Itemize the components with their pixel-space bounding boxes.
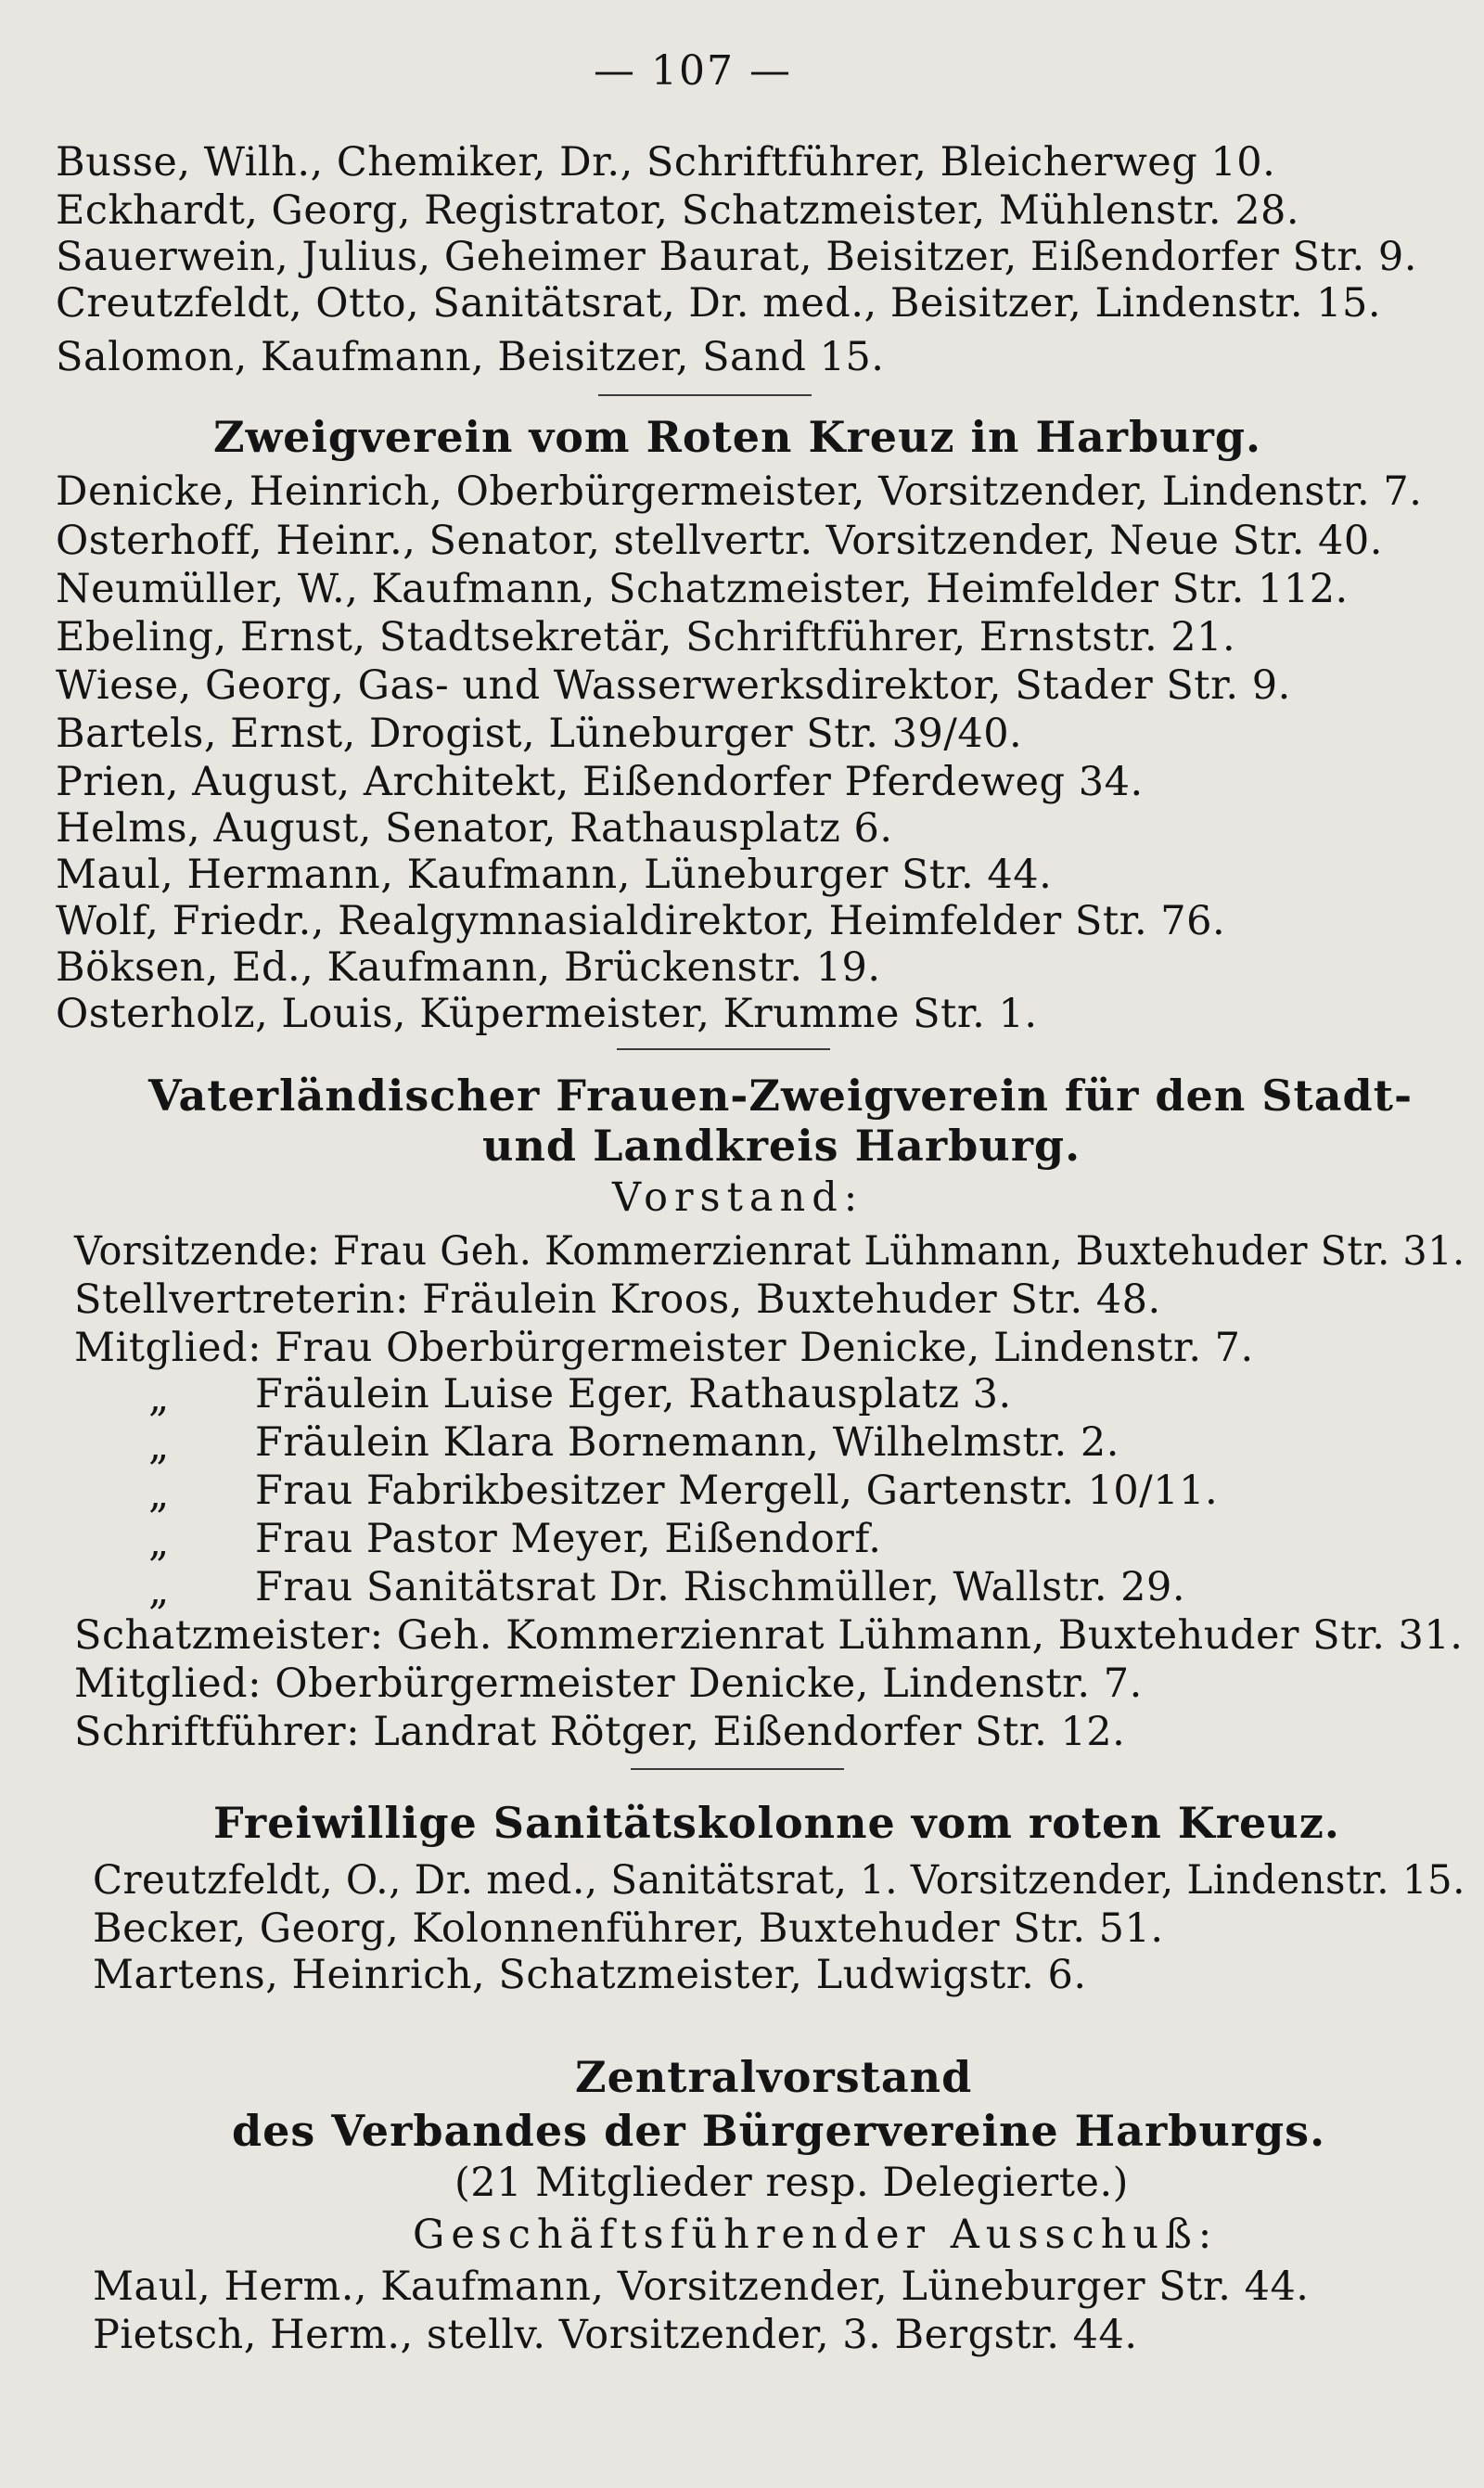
list-item: Frau Fabrikbesitzer Mergell, Gartenstr. 10/11.	[255, 1468, 1219, 1514]
list-item: Creutzfeldt, O., Dr. med., Sanitätsrat, 1. Vorsitzender, Lindenstr. 15.	[93, 1857, 1465, 1904]
section-heading: Zweigverein vom Roten Kreuz in Harburg.	[213, 412, 1262, 462]
list-item: Mitglied: Oberbürgermeister Denicke, Lindenstr. 7.	[74, 1661, 1143, 1707]
section-heading: Vaterländischer Frauen-Zweigverein für den Stadt-	[148, 1071, 1414, 1121]
section-note: (21 Mitglieder resp. Delegierte.)	[454, 2160, 1129, 2206]
list-item: Fräulein Klara Bornemann, Wilhelmstr. 2.	[255, 1419, 1119, 1466]
ditto-mark: „	[148, 1423, 170, 1469]
list-item: Bartels, Ernst, Drogist, Lüneburger Str. 39/40.	[56, 711, 1023, 757]
list-item: Pietsch, Herm., stellv. Vorsitzender, 3. Bergstr. 44.	[93, 2312, 1138, 2358]
ditto-mark: „	[148, 1375, 170, 1421]
section-subtitle: Geschäftsführender Ausschuß:	[413, 2212, 1219, 2258]
list-item: Böksen, Ed., Kaufmann, Brückenstr. 19.	[56, 944, 881, 991]
page-number: — 107 —	[594, 47, 792, 95]
list-item: Maul, Hermann, Kaufmann, Lüneburger Str. 44.	[56, 852, 1053, 898]
section-heading: Zentralvorstand	[575, 2052, 973, 2102]
section-heading: Freiwillige Sanitätskolonne vom roten Kreuz.	[213, 1798, 1340, 1848]
list-item: Stellvertreterin: Fräulein Kroos, Buxtehuder Str. 48.	[74, 1276, 1161, 1323]
list-item: Schriftführer: Landrat Rötger, Eißendorfer Str. 12.	[74, 1709, 1126, 1755]
list-item: Neumüller, W., Kaufmann, Schatzmeister, Heimfelder Str. 112.	[56, 566, 1349, 612]
list-item: Frau Sanitätsrat Dr. Rischmüller, Wallstr. 29.	[255, 1564, 1186, 1610]
list-item: Wolf, Friedr., Realgymnasialdirektor, Heimfelder Str. 76.	[56, 898, 1226, 944]
list-item: Helms, August, Senator, Rathausplatz 6.	[56, 805, 893, 852]
section-divider	[598, 394, 812, 396]
list-item: Vorsitzende: Frau Geh. Kommerzienrat Lühmann, Buxtehuder Str. 31.	[74, 1228, 1465, 1275]
list-item: Schatzmeister: Geh. Kommerzienrat Lühmann, Buxtehuder Str. 31.	[74, 1612, 1464, 1659]
list-item: Martens, Heinrich, Schatzmeister, Ludwigstr. 6.	[93, 1952, 1087, 1998]
list-item: Ebeling, Ernst, Stadtsekretär, Schriftführer, Ernststr. 21.	[56, 614, 1236, 660]
list-item: Eckhardt, Georg, Registrator, Schatzmeister, Mühlenstr. 28.	[56, 187, 1300, 234]
list-item: Wiese, Georg, Gas- und Wasserwerksdirektor, Stader Str. 9.	[56, 662, 1291, 709]
ditto-mark: „	[148, 1471, 170, 1518]
list-item: Maul, Herm., Kaufmann, Vorsitzender, Lüneburger Str. 44.	[93, 2264, 1310, 2310]
list-item: Osterhoff, Heinr., Senator, stellvertr. Vorsitzender, Neue Str. 40.	[56, 518, 1383, 564]
ditto-mark: „	[148, 1520, 170, 1566]
list-item: Osterholz, Louis, Küpermeister, Krumme Str. 1.	[56, 991, 1038, 1037]
section-divider	[617, 1048, 830, 1050]
list-item: Busse, Wilh., Chemiker, Dr., Schriftführer, Bleicherweg 10.	[56, 139, 1276, 186]
list-item: Frau Pastor Meyer, Eißendorf.	[255, 1516, 882, 1562]
list-item: Fräulein Luise Eger, Rathausplatz 3.	[255, 1371, 1012, 1417]
list-item: Mitglied: Frau Oberbürgermeister Denicke, Lindenstr. 7.	[74, 1325, 1254, 1371]
section-divider	[631, 1768, 844, 1770]
section-heading: und Landkreis Harburg.	[482, 1121, 1081, 1171]
list-item: Salomon, Kaufmann, Beisitzer, Sand 15.	[56, 334, 885, 380]
ditto-mark: „	[148, 1568, 170, 1614]
list-item: Creutzfeldt, Otto, Sanitätsrat, Dr. med., Beisitzer, Lindenstr. 15.	[56, 280, 1382, 327]
list-item: Sauerwein, Julius, Geheimer Baurat, Beisitzer, Eißendorfer Str. 9.	[56, 234, 1417, 280]
section-heading: des Verbandes der Bürgervereine Harburgs.	[232, 2106, 1326, 2156]
section-subtitle: Vorstand:	[612, 1174, 864, 1221]
list-item: Prien, August, Architekt, Eißendorfer Pferdeweg 34.	[56, 759, 1144, 805]
list-item: Becker, Georg, Kolonnenführer, Buxtehuder Str. 51.	[93, 1905, 1164, 1952]
list-item: Denicke, Heinrich, Oberbürgermeister, Vorsitzender, Lindenstr. 7.	[56, 468, 1423, 515]
